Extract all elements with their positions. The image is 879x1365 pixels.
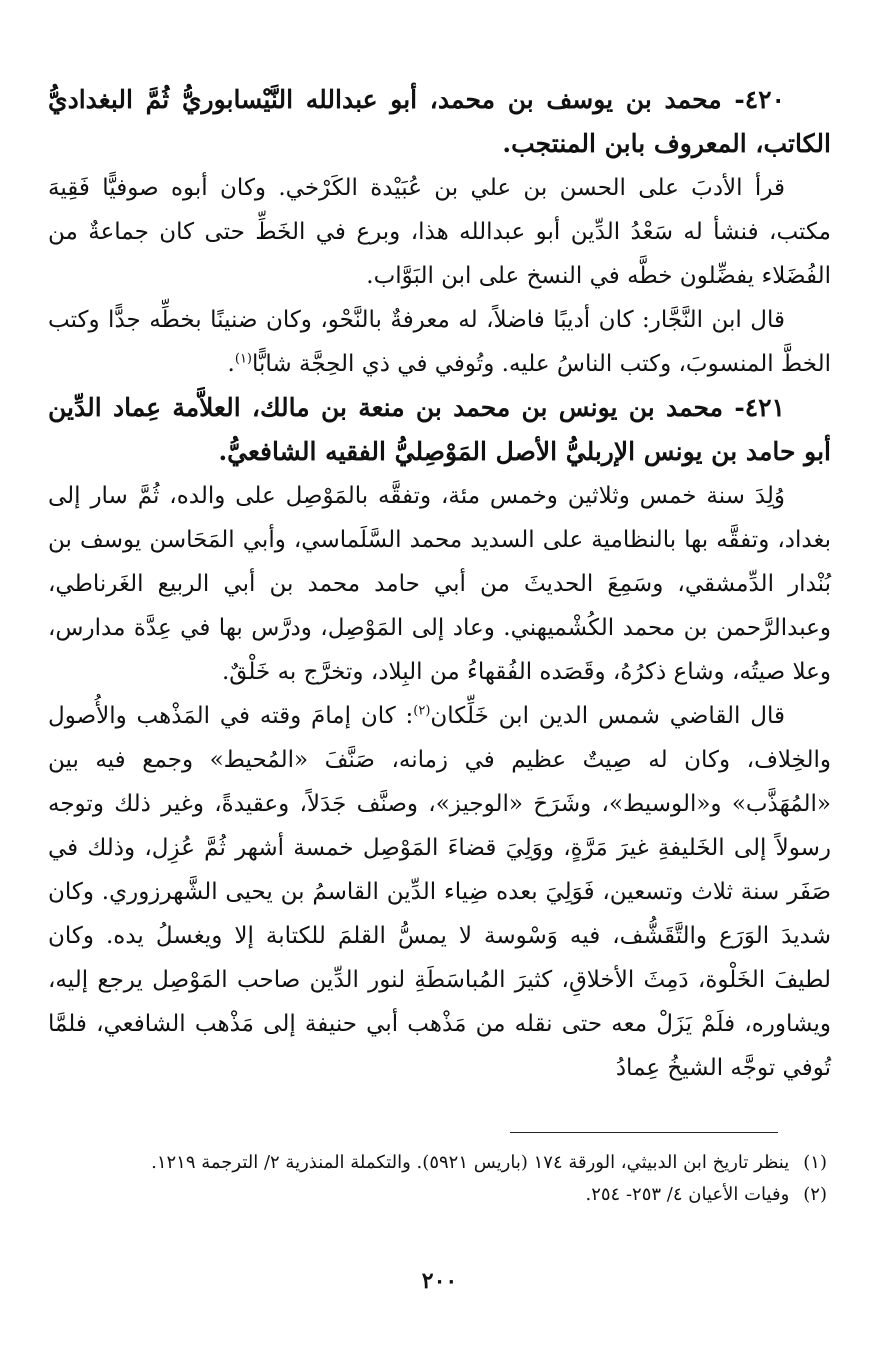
entry-421-paragraph-2-rest: : كان إمامَ وقته في المَذْهب والأُصول والخِلاف، وكان له صِيتٌ عظيم في زمانه، صَنَّفَ «المُحيط» وجمع فيه بين «المُهَذَّب» و«الوسيط»، وشَرَحَ «الوجيز»، وصنَّف جَدَلاً، وعقيدةً، وغير ذلك وتوجه رسولاً إلى الخَليفةِ غيرَ مَرَّةٍ، ووَلِيَ قضاءَ المَوْصِل خمسة أشهر ثُمَّ عُزِل، وذلك في صَفَر سنة ثلاث وتسعين، فَوَلِيَ بعده ضِياء الدِّين القاسمُ بن يحيى الشَّهرزوري. وكان شديدَ الوَرَع والتَّقَشُّف، فيه وَسْوسة لا يمسُّ القلمَ للكتابة إلا ويغسلُ يده. وكان لطيفَ الخَلْوة، دَمِثَ الأخلاقِ، كثيرَ المُباسَطَةِ لنور الدِّين صاحب المَوْصِل يرجع إليه، ويشاوره، فلَمْ يَزَلْ معه حتى نقله من مَذْهب أبي حنيفة إلى مَذْهب الشافعي، فلمَّا تُوفي توجَّه الشيخُ عِمادُ bbox=[48, 703, 831, 1081]
footnote-divider bbox=[510, 1132, 778, 1133]
entry-421-paragraph-2 bbox=[48, 694, 831, 1090]
entry-420-paragraph-1: قرأ الأدبَ على الحسن بن علي بن عُبَيْدة الكَرْخي. وكان أبوه صوفيًّا فَقِيهَ مكتب، فنشأ له سَعْدُ الدِّين أبو عبدالله هذا، وبرع في الخَطِّ حتى كان جماعةٌ من الفُضَلاء يفضِّلون خطَّه في النسخ على ابن البَوَّاب. bbox=[48, 175, 831, 289]
entry-421-paragraph-1: وُلِدَ سنة خمس وثلاثين وخمس مئة، وتفقَّه بالمَوْصِل على والده، ثُمَّ سار إلى بغداد، وتفقَّه بها بالنظامية على السديد محمد السَّلَماسي، وأبي المَحَاسن يوسف بن بُنْدار الدِّمشقي، وسَمِعَ الحديثَ من أبي حامد محمد بن أبي الربيع الغَرناطي، وعبدالرَّحمن بن محمد الكُشْميهني. وعاد إلى المَوْصِل، ودرَّس بها في عِدَّة مدارس، وعلا صيتُه، وشاع ذكرُهُ، وقَصَده الفُقهاءُ من البِلاد، وتخرَّج به خَلْقٌ. bbox=[48, 483, 831, 685]
entry-420-paragraph-2-end: . bbox=[227, 351, 235, 377]
entry-420-paragraph-2 bbox=[48, 298, 831, 386]
footnote-number: (٢) bbox=[803, 1184, 827, 1205]
entry-421-heading: ٤٢١- محمد بن يونس بن محمد بن منعة بن مالك، العلاَّمة عِماد الدِّين أبو حامد بن يونس الإربليُّ الأصل المَوْصِليُّ الفقيه الشافعيُّ. bbox=[48, 393, 831, 466]
footnotes bbox=[36, 1148, 827, 1212]
entry-421-paragraph-2-start: قال القاضي شمس الدين ابن خَلِّكان bbox=[430, 703, 785, 729]
footnote-text: ينظر تاريخ ابن الدبيثي، الورقة ١٧٤ (باريس ٥٩٢١). والتكملة المنذرية ٢/ الترجمة ١٢١٩. bbox=[151, 1152, 790, 1173]
footnote-text: وفيات الأعيان ٤/ ٢٥٣- ٢٥٤. bbox=[585, 1184, 790, 1205]
main-text bbox=[48, 78, 831, 1090]
page-number: ٢٠٠ bbox=[421, 1268, 458, 1294]
footnote-number: (١) bbox=[803, 1152, 827, 1173]
footnote-ref-2: (٢) bbox=[413, 703, 431, 719]
footnote-ref-1: (١) bbox=[234, 351, 252, 367]
footnote-2 bbox=[36, 1180, 827, 1210]
footnote-1 bbox=[36, 1148, 827, 1178]
entry-420-heading: ٤٢٠- محمد بن يوسف بن محمد، أبو عبدالله النَّيْسابوريُّ ثُمَّ البغداديُّ الكاتب، المعروف بابن المنتجب. bbox=[48, 85, 831, 158]
entry-420-paragraph-2-text: قال ابن النَّجَّار: كان أديبًا فاضلاً، له معرفةٌ بالنَّحْو، وكان ضنينًا بخطِّه جدًّا وكتب الخطَّ المنسوبَ، وكتب الناسُ عليه. وتُوفي في ذي الحِجَّة شابًّا bbox=[48, 307, 831, 377]
